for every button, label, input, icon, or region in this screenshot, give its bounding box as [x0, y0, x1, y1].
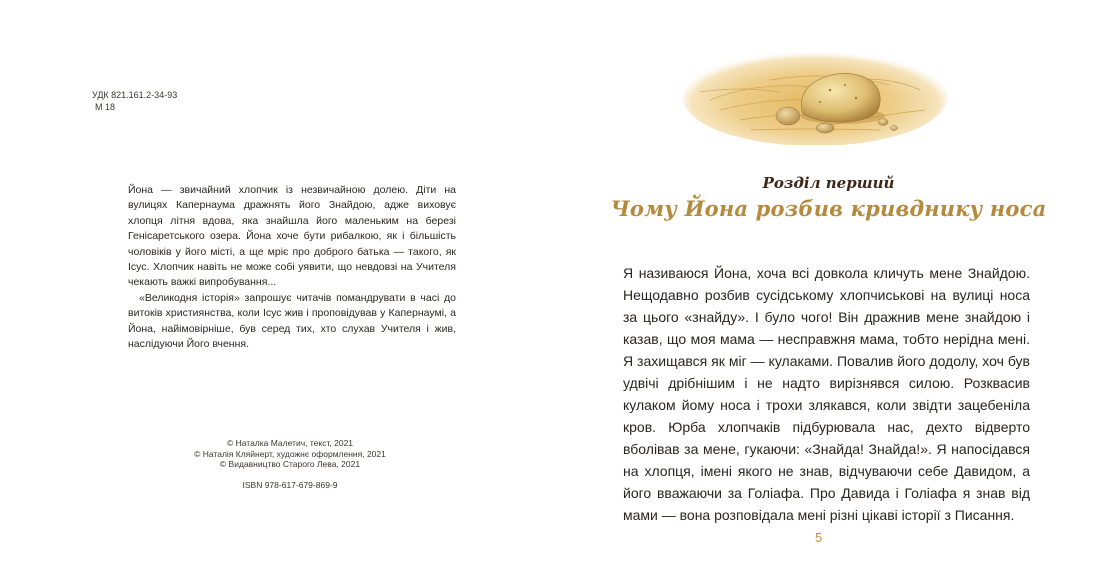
copyright-text: © Наталка Малетич, текст, 2021: [226, 438, 354, 448]
left-page: [0, 0, 552, 579]
udk-code: УДК 821.161.2-34-93: [92, 90, 178, 100]
udk-block: [92, 89, 177, 113]
copyright-publisher: © Видавництво Старого Лева, 2021: [219, 459, 361, 469]
chapter-body: [623, 262, 1030, 526]
chapter-title: Чому Йона розбив кривднику носа: [610, 196, 1047, 221]
annotation-paragraph-1: Йона — звичайний хлопчик із незвичайною долею. Діти на вулицях Капернаума дражнять його Знайдою, адже виховує хлопця літня вдова, яка знайшла його маленьким на березі Генісаретського озера. Йона хоче бути рибалкою, як і більшість чоловіків у його місті, а ще мріє про доброго батька — такого, як Ісус. Хлопчик навіть не може собі уявити, що невдовзі на Учителя чекають важкі випробування...: [128, 184, 456, 289]
right-page: [552, 0, 1105, 579]
annotation-paragraph-2: «Великодня історія» запрошує читачів помандрувати в часі до витоків християнства, коли Ісус жив і проповідував у Капернаумі, а Йона, найімовірніше, був серед тих, хто слухав Учителя і жив, наслідуючи Його вчення.: [128, 291, 456, 351]
stones-illustration: [680, 40, 950, 145]
body-paragraph: Я називаюся Йона, хоча всі довкола кличуть мене Знайдою. Нещодавно розбив сусідському хлопчиськові на вулиці носа за цього «знайду». І було чого! Він дражнив мене знайдою і казав, що моя мама — несправжня мама, тобто нерідна мені. Я захищався як міг — кулаками. Повалив його додолу, хоч був удвічі дрібнішим і не надто вирізнявся силою. Розквасив кулаком йому носа і трохи злякався, коли звідти зацебеніла кров. Юрба хлопчаків підбурювала нас, дехто відверто вболівав за мене, гукаючи: «Знайда! Знайда!». Я напосідався на хлопця, імені якого не знав, відчуваючи себе Давидом, а його вважаючи за Голіафа. Про Давида і Голіафа я знав від мами — вона розповідала мені різні цікаві історії з Писання.: [623, 265, 1030, 523]
copyright-illustration: © Наталія Кляйнерт, художнє оформлення, 2021: [194, 448, 386, 459]
copyright-block: [180, 438, 400, 490]
author-sign: М 18: [95, 102, 116, 112]
page-number: 5: [815, 530, 823, 545]
chapter-label: Розділ перший: [762, 174, 895, 192]
isbn: ISBN 978-617-679-869-9: [242, 479, 338, 490]
annotation: [128, 183, 456, 352]
